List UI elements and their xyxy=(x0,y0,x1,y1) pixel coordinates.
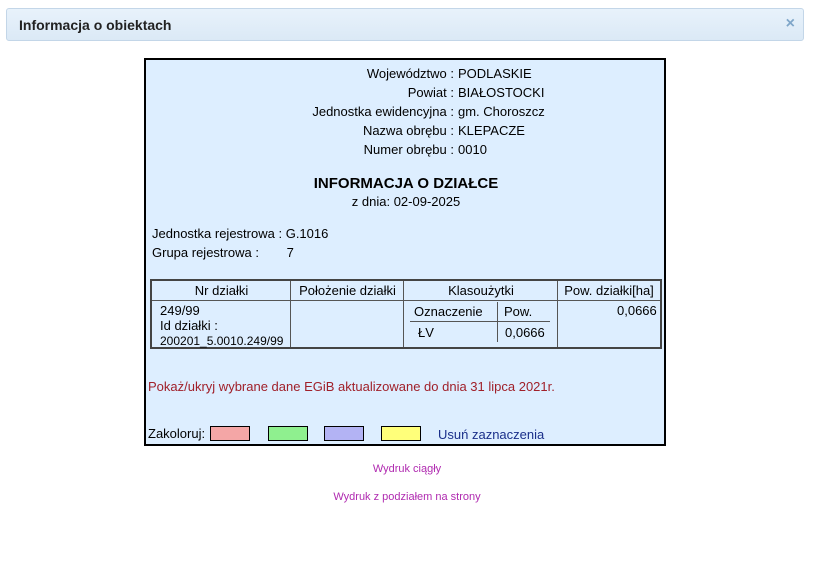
sub-divider xyxy=(410,321,550,322)
sub-header-area: Pow. xyxy=(504,304,533,319)
header-area: Pow. działki[ha] xyxy=(564,283,654,298)
clear-selection-link[interactable]: Usuń zaznaczenia xyxy=(438,427,545,442)
class-area: 0,0666 xyxy=(505,325,545,340)
dialog-titlebar xyxy=(6,8,804,41)
print-continuous-link[interactable]: Wydruk ciągły xyxy=(372,463,442,475)
voivodeship-label: Województwo : xyxy=(366,66,454,81)
voivodeship-value: PODLASKIE xyxy=(458,66,532,81)
row-precinct-name xyxy=(146,122,666,140)
sub-col-divider xyxy=(497,302,498,342)
close-icon[interactable]: × xyxy=(785,15,795,32)
registry-unit-row-value: G.1016 xyxy=(285,226,329,241)
egib-toggle-link[interactable]: Pokaż/ukryj wybrane dane EGiB aktualizowane do dnia 31 lipca 2021r. xyxy=(148,379,555,394)
row-precinct-number xyxy=(146,141,666,159)
color-swatch-yellow[interactable] xyxy=(381,426,421,441)
precinct-number-value: 0010 xyxy=(458,142,487,157)
color-swatch-blue[interactable] xyxy=(324,426,364,441)
parcel-number: 249/99 xyxy=(160,303,200,318)
info-date: z dnia: 02-09-2025 xyxy=(351,194,461,209)
precinct-name-label: Nazwa obrębu : xyxy=(362,123,454,138)
parcel-area: 0,0666 xyxy=(617,303,657,318)
dialog-title: Informacja o obiektach xyxy=(19,17,172,33)
county-value: BIAŁOSTOCKI xyxy=(458,85,545,100)
registry-unit-value: gm. Choroszcz xyxy=(458,104,545,119)
registry-group-label: Grupa rejestrowa : xyxy=(152,245,259,260)
print-paged-link[interactable]: Wydruk z podziałem na strony xyxy=(333,491,481,503)
registry-unit-row-label: Jednostka rejestrowa : xyxy=(152,226,283,241)
sub-header-designation: Oznaczenie xyxy=(414,304,483,319)
header-location: Położenie działki xyxy=(299,283,396,298)
county-label: Powiat : xyxy=(407,85,454,100)
color-swatch-green[interactable] xyxy=(268,426,308,441)
precinct-number-label: Numer obrębu : xyxy=(363,142,454,157)
parcel-info-panel xyxy=(144,58,666,446)
colorize-label: Zakoloruj: xyxy=(148,426,206,441)
header-classes: Klasoużytki xyxy=(448,283,514,298)
table-header-divider xyxy=(152,300,660,301)
parcel-id-value: 200201_5.0010.249/99 xyxy=(160,334,284,348)
row-registry-unit xyxy=(146,103,666,121)
row-county xyxy=(146,84,666,102)
registry-unit-label: Jednostka ewidencyjna : xyxy=(312,104,454,119)
parcel-table xyxy=(150,279,662,349)
parcel-id-label: Id działki : xyxy=(160,318,218,333)
info-title: INFORMACJA O DZIAŁCE xyxy=(313,175,499,192)
class-designation: ŁV xyxy=(418,325,434,340)
color-swatch-red[interactable] xyxy=(210,426,250,441)
registry-group-value: 7 xyxy=(286,245,294,260)
registry-unit-row xyxy=(152,226,328,241)
header-number: Nr działki xyxy=(194,283,249,298)
precinct-name-value: KLEPACZE xyxy=(458,123,525,138)
row-voivodeship xyxy=(146,65,666,83)
registry-group-row xyxy=(152,245,294,260)
